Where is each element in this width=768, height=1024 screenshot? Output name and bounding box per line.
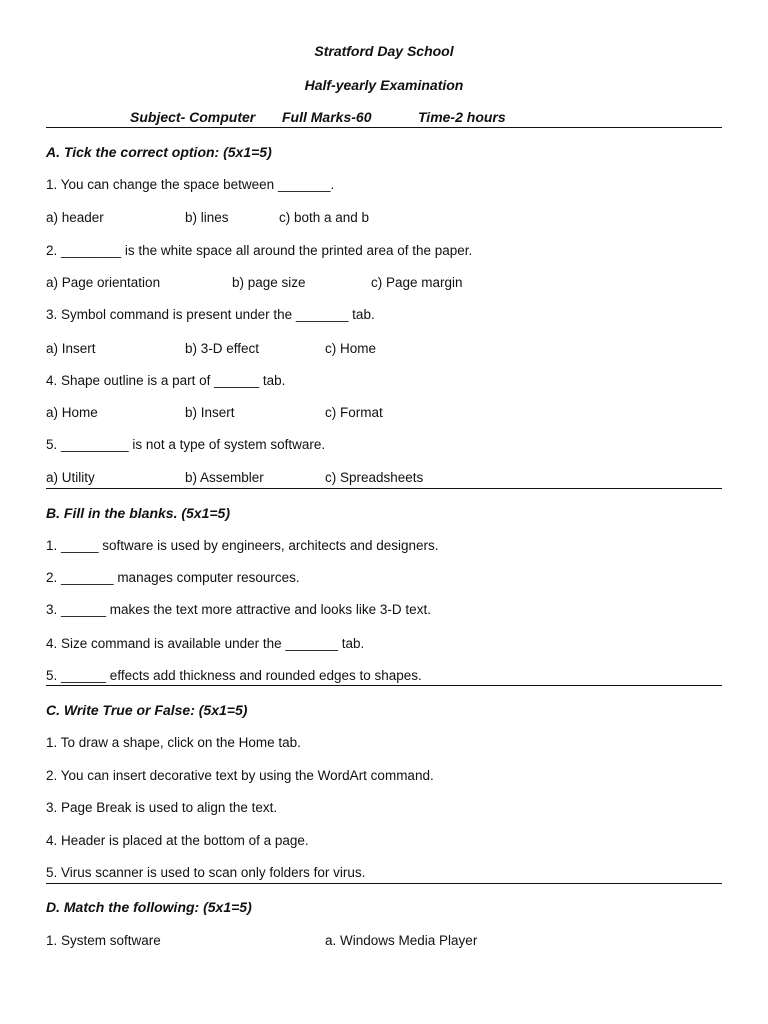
true-false-item: 4. Header is placed at the bottom of a page. (46, 833, 309, 848)
match-left-item: 1. System software (46, 933, 161, 948)
option-a: a) Utility (46, 470, 95, 485)
question-text: 4. Shape outline is a part of ______ tab. (46, 373, 286, 388)
fill-blank-item: 5. ______ effects add thickness and rounded edges to shapes. (46, 668, 422, 683)
section-d-heading: D. Match the following: (5x1=5) (46, 899, 252, 915)
subject-label: Subject- Computer (130, 109, 256, 125)
section-a-heading: A. Tick the correct option: (5x1=5) (46, 144, 272, 160)
fill-blank-item: 1. _____ software is used by engineers, architects and designers. (46, 538, 439, 553)
question-text: 1. You can change the space between _______. (46, 177, 335, 192)
full-marks-label: Full Marks-60 (282, 109, 372, 125)
option-a: a) Insert (46, 341, 96, 356)
option-b: b) Assembler (185, 470, 264, 485)
true-false-item: 2. You can insert decorative text by using the WordArt command. (46, 768, 434, 783)
option-c: c) both a and b (279, 210, 370, 225)
true-false-item: 3. Page Break is used to align the text. (46, 800, 278, 815)
fill-blank-item: 3. ______ makes the text more attractive and looks like 3-D text. (46, 602, 431, 617)
option-b: b) Insert (185, 405, 235, 420)
match-right-item: a. Windows Media Player (325, 933, 478, 948)
school-name: Stratford Day School (314, 43, 454, 59)
fill-blank-item: 2. _______ manages computer resources. (46, 570, 300, 585)
option-a: a) header (46, 210, 104, 225)
option-c: c) Page margin (371, 275, 463, 290)
section-divider (46, 685, 722, 686)
option-c: c) Home (325, 341, 377, 356)
question-text: 2. ________ is the white space all around the printed area of the paper. (46, 243, 473, 258)
exam-title: Half-yearly Examination (304, 77, 464, 93)
true-false-item: 1. To draw a shape, click on the Home tab. (46, 735, 301, 750)
true-false-item: 5. Virus scanner is used to scan only folders for virus. (46, 865, 366, 880)
time-label: Time-2 hours (418, 109, 506, 125)
section-divider (46, 488, 722, 489)
option-b: b) lines (185, 210, 229, 225)
option-c: c) Format (325, 405, 383, 420)
option-a: a) Home (46, 405, 98, 420)
option-a: a) Page orientation (46, 275, 161, 290)
section-b-heading: B. Fill in the blanks. (5x1=5) (46, 505, 230, 521)
question-text: 5. _________ is not a type of system software. (46, 437, 326, 452)
header-divider (46, 127, 722, 128)
option-c: c) Spreadsheets (325, 470, 424, 485)
question-text: 3. Symbol command is present under the _______ tab. (46, 307, 375, 322)
option-b: b) page size (232, 275, 306, 290)
fill-blank-item: 4. Size command is available under the _______ tab. (46, 636, 365, 651)
option-b: b) 3-D effect (185, 341, 260, 356)
section-divider (46, 883, 722, 884)
section-c-heading: C. Write True or False: (5x1=5) (46, 702, 248, 718)
